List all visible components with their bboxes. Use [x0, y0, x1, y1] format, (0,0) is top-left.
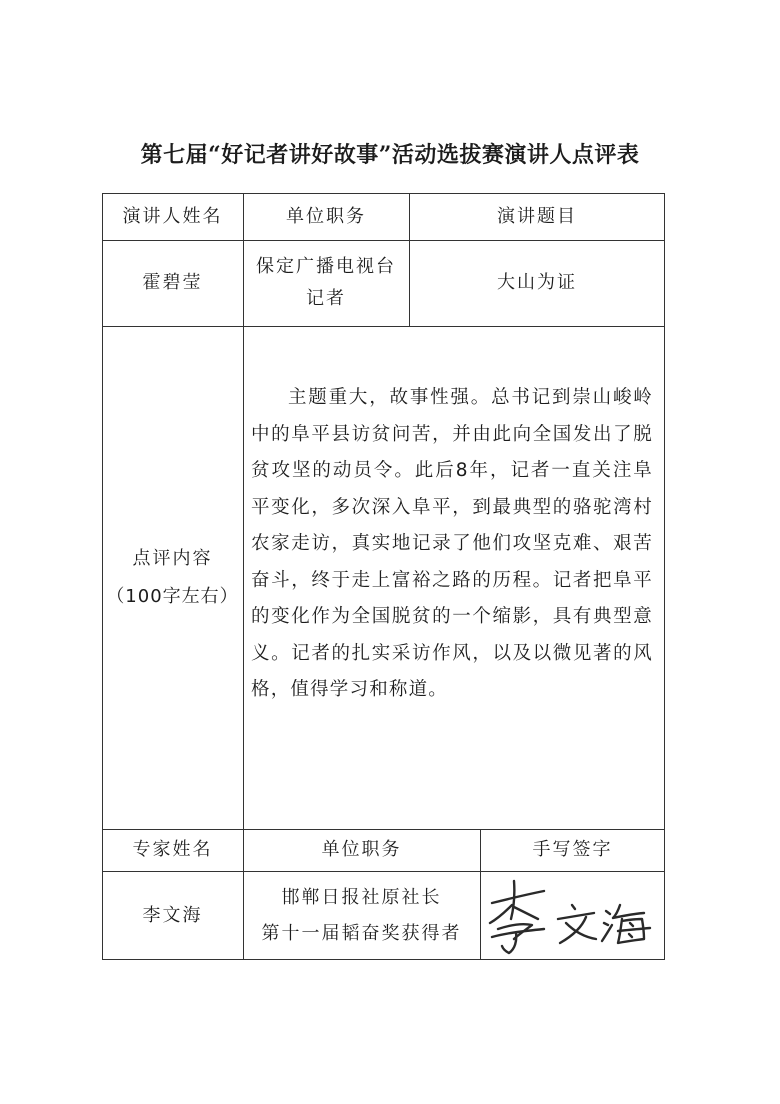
header-speech-topic: 演讲题目	[497, 205, 577, 227]
speaker-position	[243, 240, 409, 326]
comment-label: 点评内容	[132, 547, 213, 569]
speaker-position-line2: 记者	[306, 288, 346, 309]
comment-label-cell	[102, 326, 243, 829]
handwritten-signature	[484, 873, 656, 957]
speaker-position-line1: 保定广播电视台	[256, 256, 396, 277]
header-expert-name: 专家姓名	[132, 839, 213, 860]
expert-name: 李文海	[142, 904, 203, 926]
expert-position-line2: 第十一届韬奋奖获得者	[261, 922, 462, 944]
header-expert-position: 单位职务	[321, 839, 402, 860]
expert-position-line1: 邯郸日报社原社长	[281, 886, 442, 908]
speech-topic: 大山为证	[497, 272, 577, 293]
page-title: 第七届“好记者讲好故事”活动选拔赛演讲人点评表	[140, 142, 640, 168]
header-speaker-name: 演讲人姓名	[122, 205, 223, 227]
header-speaker-position: 单位职务	[286, 205, 366, 227]
expert-position	[243, 871, 480, 960]
speaker-name: 霍碧莹	[142, 272, 203, 293]
header-signature: 手写签字	[532, 839, 613, 860]
comment-sublabel: （100字左右）	[106, 585, 239, 607]
comment-text: 主题重大，故事性强。总书记到崇山峻岭中的阜平县访贫问苦，并由此向全国发出了脱贫攻坚的动员令。此后8年，记者一直关注阜平变化，多次深入阜平，到最典型的骆驼湾村农家走访，真实地记录了他们攻坚克难、艰苦奋斗，终于走上富裕之路的历程。记者把阜平的变化作为全国脱贫的一个缩影，具有典型意义。记者的扎实采访作风，以及以微见著的风格，值得学习和称道。	[251, 387, 653, 700]
